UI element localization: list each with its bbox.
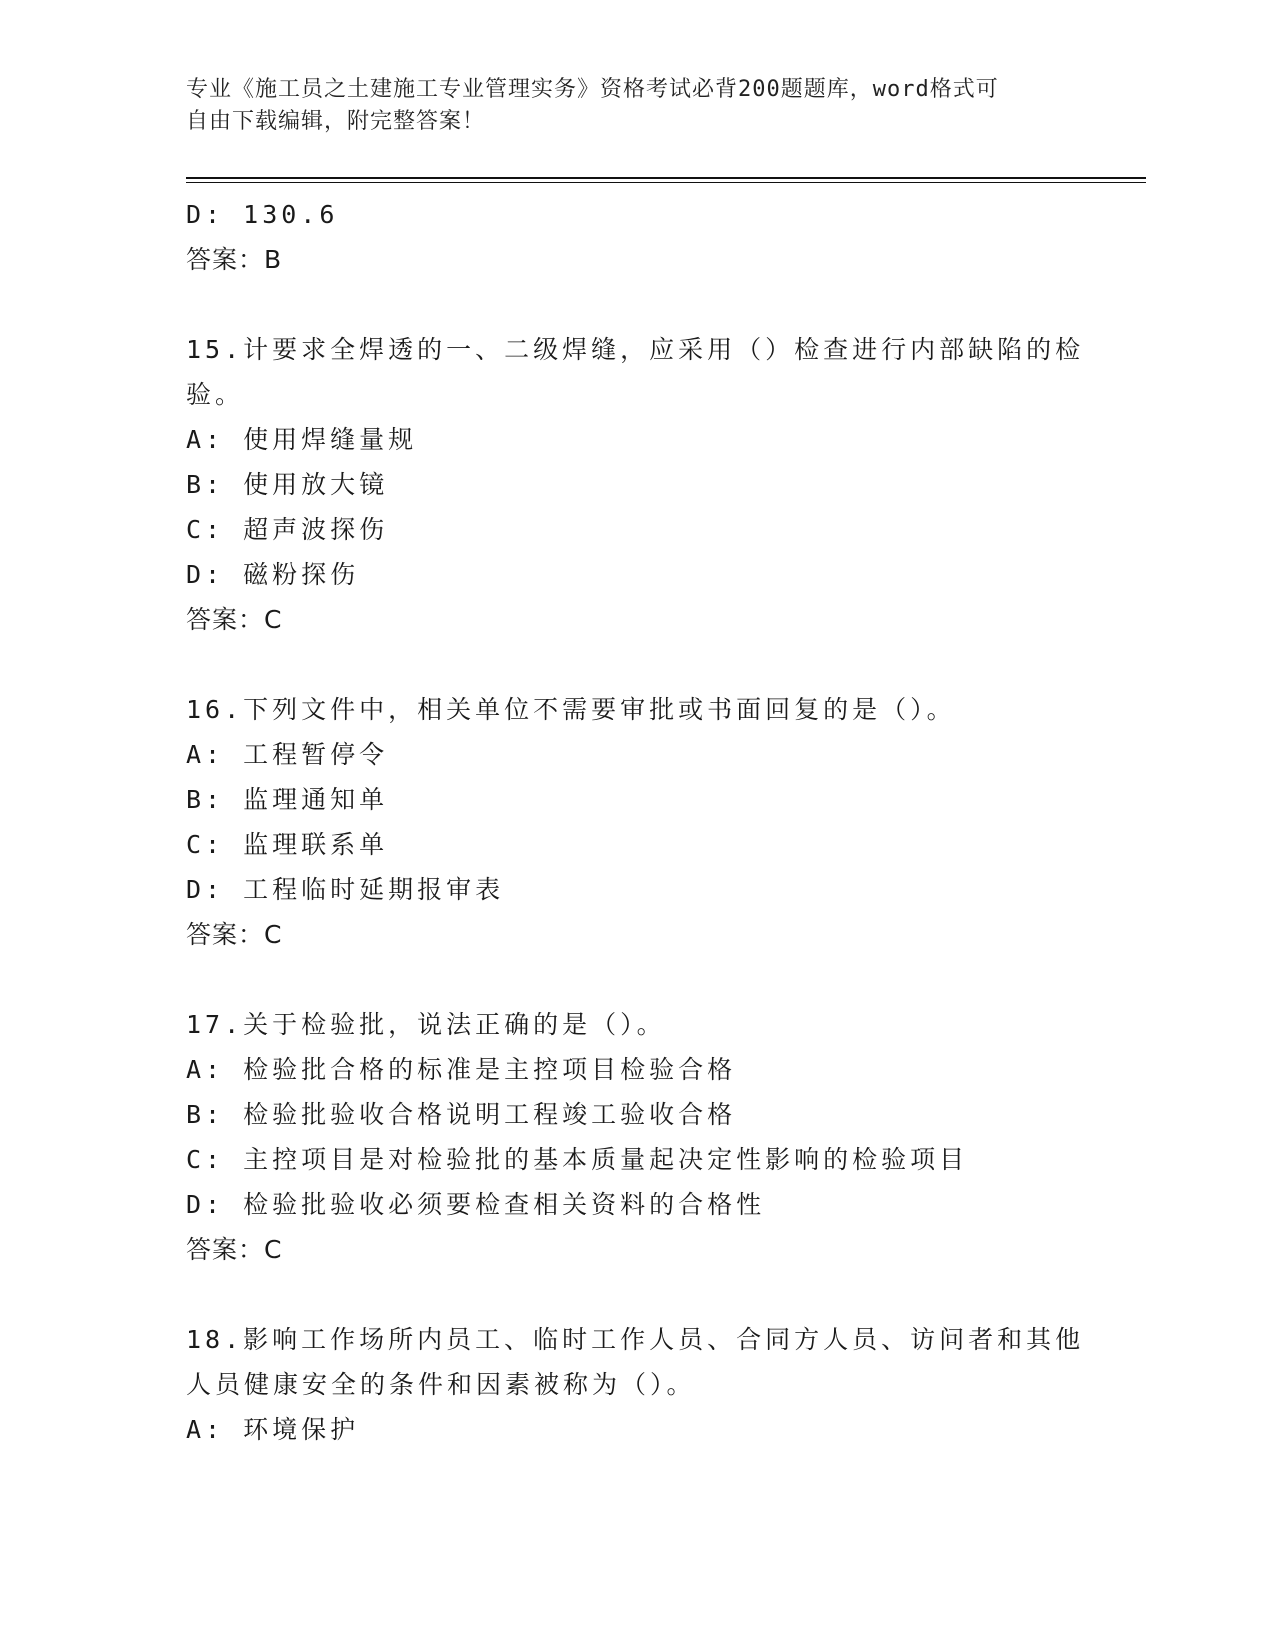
option-c: C: 超声波探伤 <box>186 515 389 544</box>
option-a: A: 环境保护 <box>186 1415 360 1444</box>
spacer <box>186 642 1086 687</box>
document-header <box>186 74 1066 138</box>
option-a: A: 工程暂停令 <box>186 740 389 769</box>
question-stem: 17.关于检验批，说法正确的是（）。 <box>186 1010 666 1039</box>
option-a: A: 使用焊缝量规 <box>186 425 418 454</box>
option-b: B: 使用放大镜 <box>186 470 389 499</box>
question-18 <box>186 1317 1086 1452</box>
header-rule-thin <box>186 182 1146 183</box>
question-stem: 15.计要求全焊透的一、二级焊缝，应采用（）检查进行内部缺陷的检 <box>186 335 1085 364</box>
question-stem-continued: 人员健康安全的条件和因素被称为（）。 <box>186 1370 696 1399</box>
answer-line: 答案：C <box>186 1235 283 1264</box>
spacer <box>186 957 1086 1002</box>
spacer <box>186 282 1086 327</box>
option-d: D: 磁粉探伤 <box>186 560 360 589</box>
option-d: D: 检验批验收必须要检查相关资料的合格性 <box>186 1190 766 1219</box>
question-stem: 18.影响工作场所内员工、临时工作人员、合同方人员、访问者和其他 <box>186 1325 1085 1354</box>
question-list <box>186 192 1086 1452</box>
question-stem: 16.下列文件中，相关单位不需要审批或书面回复的是（）。 <box>186 695 956 724</box>
option-a: A: 检验批合格的标准是主控项目检验合格 <box>186 1055 737 1084</box>
header-title-line-1: 专业《施工员之土建施工专业管理实务》资格考试必背200题题库，word格式可 <box>186 77 999 102</box>
question-15 <box>186 327 1086 642</box>
answer-line: 答案：C <box>186 920 283 949</box>
header-rule-thick <box>186 177 1146 179</box>
question-16 <box>186 687 1086 957</box>
question-stem-continued: 验。 <box>186 380 245 409</box>
option-c: C: 监理联系单 <box>186 830 389 859</box>
answer-line: 答案：B <box>186 245 283 274</box>
option-d: D: 130.6 <box>186 200 339 229</box>
previous-question-tail <box>186 192 1086 282</box>
header-title-line-2: 自由下载编辑，附完整答案！ <box>186 109 486 134</box>
answer-line: 答案：C <box>186 605 283 634</box>
option-b: B: 监理通知单 <box>186 785 389 814</box>
option-d: D: 工程临时延期报审表 <box>186 875 505 904</box>
option-c: C: 主控项目是对检验批的基本质量起决定性影响的检验项目 <box>186 1145 969 1174</box>
option-b: B: 检验批验收合格说明工程竣工验收合格 <box>186 1100 737 1129</box>
question-17 <box>186 1002 1086 1272</box>
spacer <box>186 1272 1086 1317</box>
